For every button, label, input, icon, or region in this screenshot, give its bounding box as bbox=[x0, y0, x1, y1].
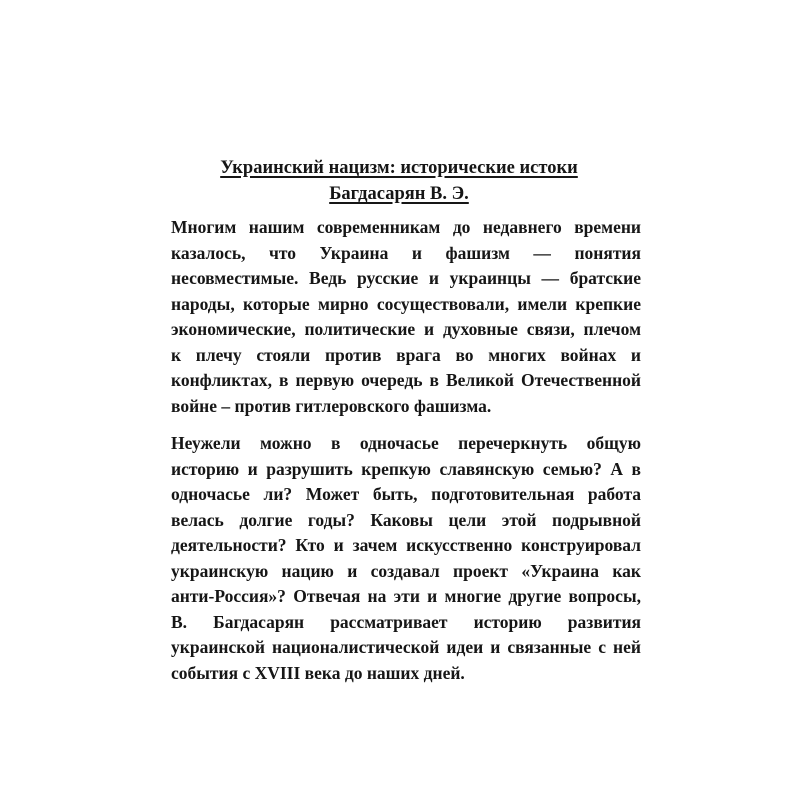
paragraph-line: несовместимые. Ведь русские и украинцы — братские bbox=[171, 268, 641, 288]
paragraph-line: экономические, политические и духовные связи, плечом bbox=[171, 319, 641, 339]
paragraph-line: анти-Россия»? Отвечая на эти и многие другие вопросы, bbox=[171, 586, 641, 606]
paragraph-line: казалось, что Украина и фашизм — понятия bbox=[171, 243, 641, 263]
paragraph-line: события с XVIII века до наших дней. bbox=[171, 663, 465, 683]
paragraph-line: деятельности? Кто и зачем искусственно конструировал bbox=[171, 535, 641, 555]
paragraph-line: украинскую нацию и создавал проект «Украина как bbox=[171, 561, 641, 581]
paragraph-line: Многим нашим современникам до недавнего времени bbox=[171, 217, 641, 237]
paragraph-line: к плечу стояли против врага во многих войнах и bbox=[171, 345, 641, 365]
paragraph-line: В. Багдасарян рассматривает историю развития bbox=[171, 612, 641, 632]
paragraph-line: украинской националистической идеи и связанные с ней bbox=[171, 637, 641, 657]
paragraph-line: народы, которые мирно сосуществовали, имели крепкие bbox=[171, 294, 641, 314]
paragraph-line: одночасье ли? Может быть, подготовительная работа bbox=[171, 484, 641, 504]
paragraph-line: историю и разрушить крепкую славянскую семью? А в bbox=[171, 459, 641, 479]
paragraph-line: велась долгие годы? Каковы цели этой подрывной bbox=[171, 510, 641, 530]
document-author: Багдасарян В. Э. bbox=[329, 184, 469, 204]
document-title: Украинский нацизм: исторические истоки bbox=[220, 158, 578, 178]
paragraph-line: конфликтах, в первую очередь в Великой Отечественной bbox=[171, 370, 641, 390]
paragraph-line: войне – против гитлеровского фашизма. bbox=[171, 396, 492, 416]
paragraph-line: Неужели можно в одночасье перечеркнуть общую bbox=[171, 433, 641, 453]
